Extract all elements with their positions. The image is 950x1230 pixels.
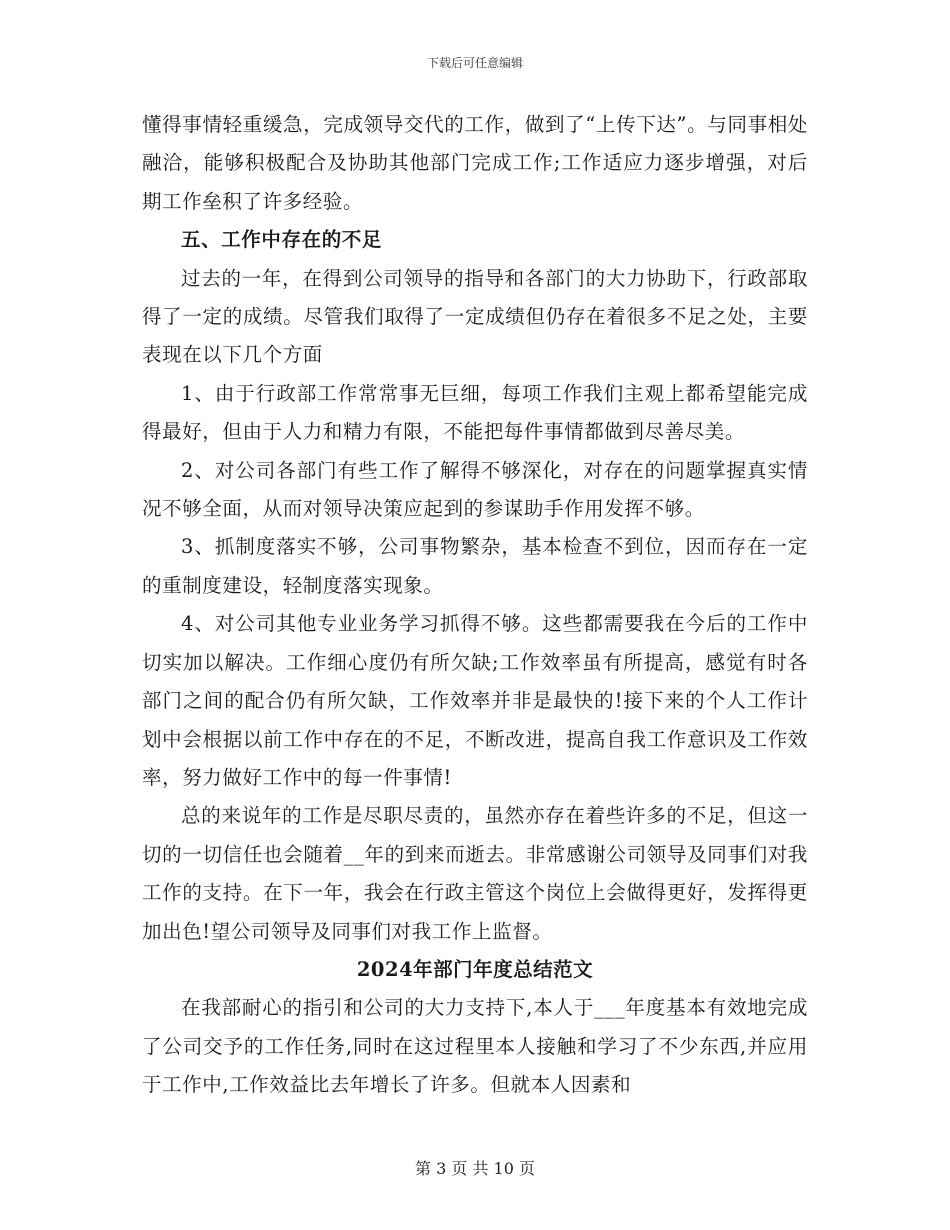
section-heading-shortcomings: 五、工作中存在的不足	[181, 228, 383, 252]
page-number-footer: 第 3 页 共 10 页	[415, 1159, 535, 1178]
list-item-3: 3、抓制度落实不够，公司事物繁杂，基本检查不到位，因而存在一定的重制度建设，轻制度落实现象。	[142, 535, 808, 597]
paragraph-intro: 过去的一年，在得到公司领导的指导和各部门的大力协助下，行政部取得了一定的成绩。尽管我们取得了一定成绩但仍存在着很多不足之处，主要表现在以下几个方面	[142, 266, 808, 367]
list-item-1: 1、由于行政部工作常常事无巨细，每项工作我们主观上都希望能完成得最好，但由于人力和精力有限，不能把每件事情都做到尽善尽美。	[142, 381, 808, 444]
paragraph-new-section: 在我部耐心的指引和公司的大力支持下,本人于___年度基本有效地完成了公司交予的工作任务,同时在这过程里本人接触和学习了不少东西,并应用于工作中,工作效益比去年增长了许多。但就本人因素和	[142, 996, 808, 1097]
list-item-2: 2、对公司各部门有些工作了解得不够深化，对存在的问题掌握真实情况不够全面，从而对领导决策应起到的参谋助手作用发挥不够。	[142, 458, 808, 521]
document-body	[142, 106, 808, 1105]
document-title-2024: 2024年部门年度总结范文	[356, 957, 594, 981]
paragraph-summary: 总的来说年的工作是尽职尽责的，虽然亦存在着些许多的不足，但这一切的一切信任也会随着__年的到来而逝去。非常感谢公司领导及同事们对我工作的支持。在下一年，我会在行政主管这个岗位上会做得更好，发挥得更加出色!望公司领导及同事们对我工作上监督。	[142, 804, 808, 943]
page-header-note: 下载后可任意编辑	[426, 56, 523, 70]
list-item-4: 4、对公司其他专业业务学习抓得不够。这些都需要我在今后的工作中切实加以解决。工作细心度仍有所欠缺;工作效率虽有所提高，感觉有时各部门之间的配合仍有所欠缺，工作效率并非是最快的!接下来的个人工作计划中会根据以前工作中存在的不足，不断改进，提高自我工作意识及工作效率，努力做好工作中的每一件事情!	[142, 612, 808, 789]
paragraph-continued: 懂得事情轻重缓急，完成领导交代的工作，做到了“上传下达”。与同事相处融洽，能够积极配合及协助其他部门完成工作;工作适应力逐步增强，对后期工作垒积了许多经验。	[142, 113, 808, 213]
